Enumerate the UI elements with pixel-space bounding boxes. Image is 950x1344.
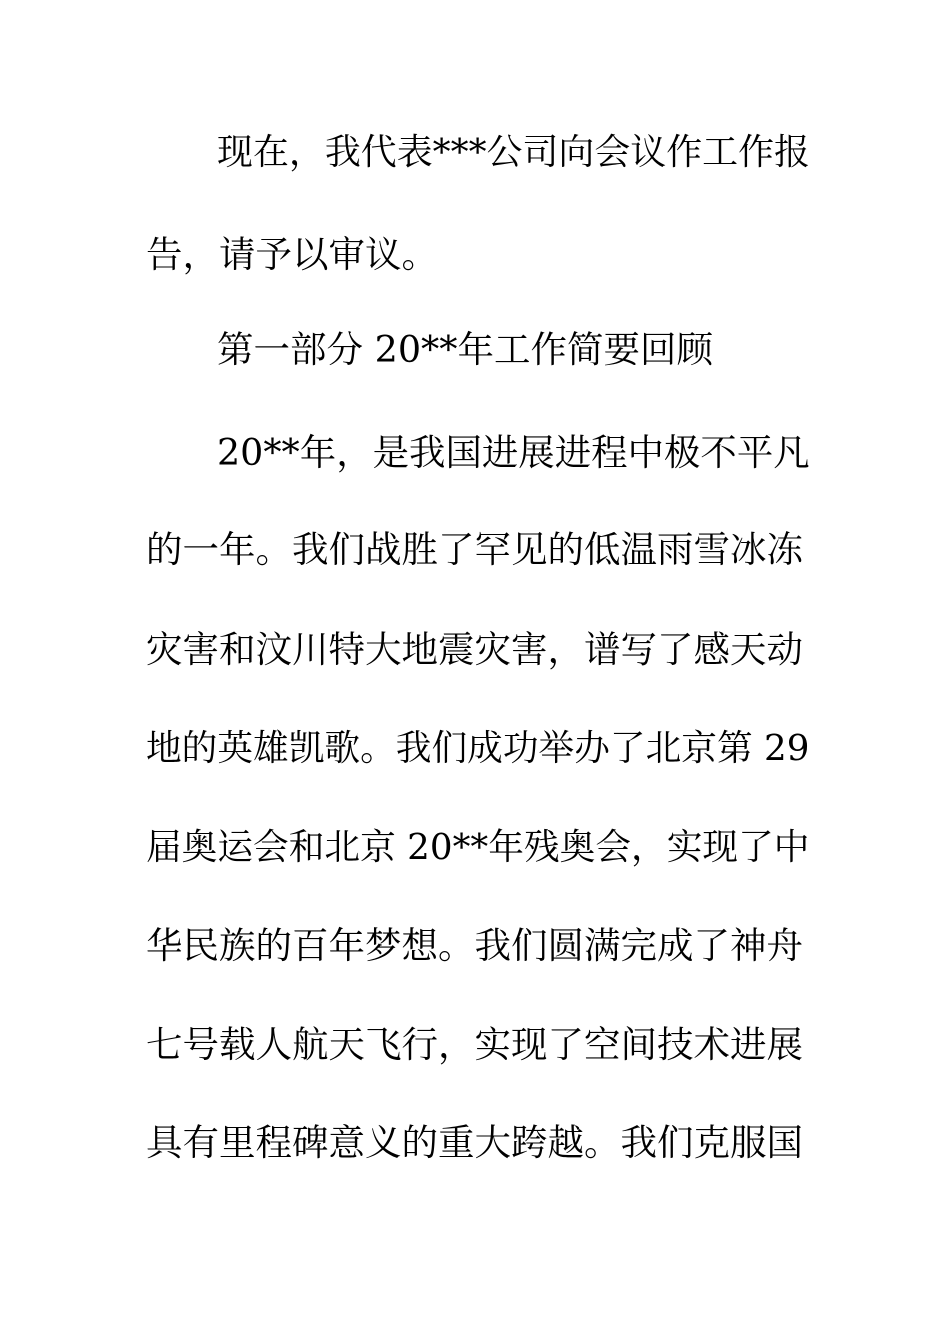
section-heading: 第一部分 20**年工作简要回顾 (217, 328, 714, 371)
paragraph-2-line-4: 地的英雄凯歌。我们成功举办了北京第 29 (146, 728, 810, 769)
paragraph-2-line-1: 20**年，是我国进展进程中极不平凡 (217, 431, 810, 474)
paragraph-2-line-2: 的一年。我们战胜了罕见的低温雨雪冰冻 (146, 528, 803, 571)
paragraph-2-line-6: 华民族的百年梦想。我们圆满完成了神舟 (146, 924, 803, 967)
paragraph-2-line-8: 具有里程碑意义的重大跨越。我们克服国 (146, 1121, 803, 1164)
paragraph-1-line-2: 告，请予以审议。 (146, 233, 438, 276)
paragraph-1-line-1: 现在，我代表***公司向会议作工作报 (217, 132, 810, 173)
paragraph-2-line-7: 七号载人航天飞行，实现了空间技术进展 (146, 1023, 803, 1066)
paragraph-2-line-5: 届奥运会和北京 20**年残奥会，实现了中 (146, 827, 810, 868)
paragraph-2-line-3: 灾害和汶川特大地震灾害，谱写了感天动 (146, 628, 803, 671)
